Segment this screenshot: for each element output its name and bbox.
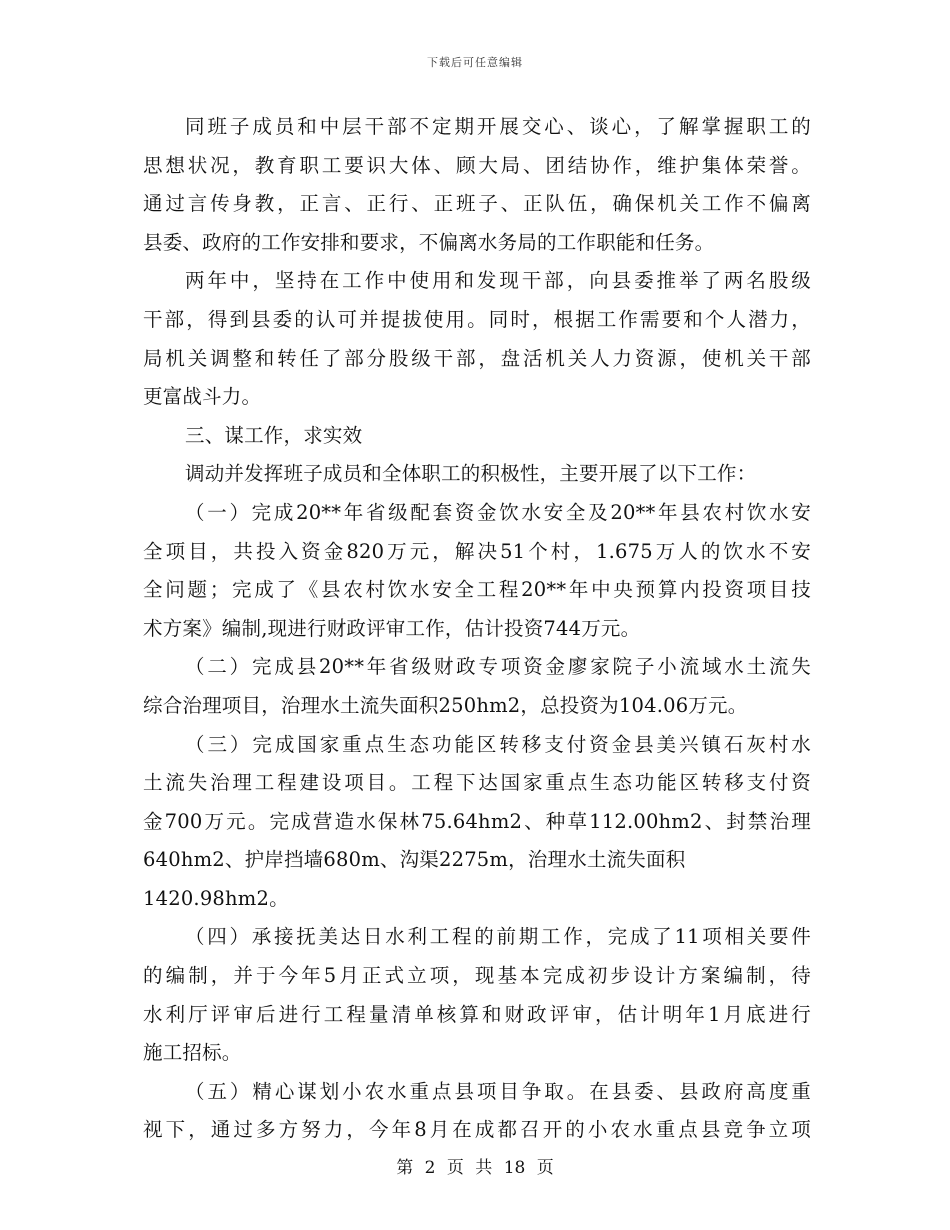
text-line: 两年中，坚持在工作中使用和发现干部，向县委推举了两名股级: [185, 269, 811, 293]
text-line: 的编制，并于今年5月正式立项，现基本完成初步设计方案编制，待: [143, 964, 811, 988]
text-line: 调动并发挥班子成员和全体职工的积极性，主要开展了以下工作：: [185, 462, 757, 486]
text-line: 局机关调整和转任了部分股级干部，盘活机关人力资源，使机关干部: [143, 346, 811, 370]
text-line: 通过言传身教，正言、正行、正班子、正队伍，确保机关工作不偏离: [143, 192, 811, 216]
text-line: 全问题；完成了《县农村饮水安全工程20**年中央预算内投资项目技: [143, 578, 811, 602]
text-line: （三）完成国家重点生态功能区转移支付资金县美兴镇石灰村水: [185, 732, 811, 756]
text-line: 1420.98hm2。: [143, 886, 289, 910]
text-line: 640hm2、护岸挡墙680m、沟渠2275m，治理水土流失面积: [143, 848, 686, 872]
section-heading: 三、谋工作，求实效: [185, 423, 363, 447]
text-line: 同班子成员和中层干部不定期开展交心、谈心，了解掌握职工的: [185, 115, 811, 138]
text-line: 水利厅评审后进行工程量清单核算和财政评审，估计明年1月底进行: [143, 1002, 811, 1026]
text-line: （四）承接抚美达日水利工程的前期工作，完成了11项相关要件: [185, 925, 811, 949]
text-line: 金700万元。完成营造水保林75.64hm2、种草112.00hm2、封禁治理: [143, 809, 811, 833]
text-line: （五）精心谋划小农水重点县项目争取。在县委、县政府高度重: [185, 1079, 811, 1103]
text-line: 土流失治理工程建设项目。工程下达国家重点生态功能区转移支付资: [143, 771, 811, 795]
text-line: 县委、政府的工作安排和要求，不偏离水务局的工作职能和任务。: [143, 230, 715, 254]
text-line: 思想状况，教育职工要识大体、顾大局、团结协作，维护集体荣誉。: [143, 153, 811, 177]
text-line: 干部，得到县委的认可并提拔使用。同时，根据工作需要和个人潜力，: [143, 307, 811, 331]
text-line: 施工招标。: [143, 1041, 242, 1065]
text-line: 术方案》编制,现进行财政评审工作，估计投资744万元。: [143, 616, 641, 640]
page-header-note: 下载后可任意编辑: [427, 56, 523, 69]
text-line: 全项目，共投入资金820万元，解决51个村，1.675万人的饮水不安: [143, 539, 811, 563]
text-line: 更富战斗力。: [143, 385, 262, 409]
text-line: 综合治理项目，治理水土流失面积250hm2，总投资为104.06万元。: [143, 693, 748, 717]
text-line: （二）完成县20**年省级财政专项资金廖家院子小流域水土流失: [185, 655, 811, 679]
text-line: 视下，通过多方努力，今年8月在成都召开的小农水重点县竞争立项: [143, 1118, 811, 1142]
page-number-footer: 第 2 页 共 18 页: [396, 1158, 554, 1178]
text-line: （一）完成20**年省级配套资金饮水安全及20**年县农村饮水安: [185, 500, 811, 524]
document-body: [143, 108, 811, 1150]
